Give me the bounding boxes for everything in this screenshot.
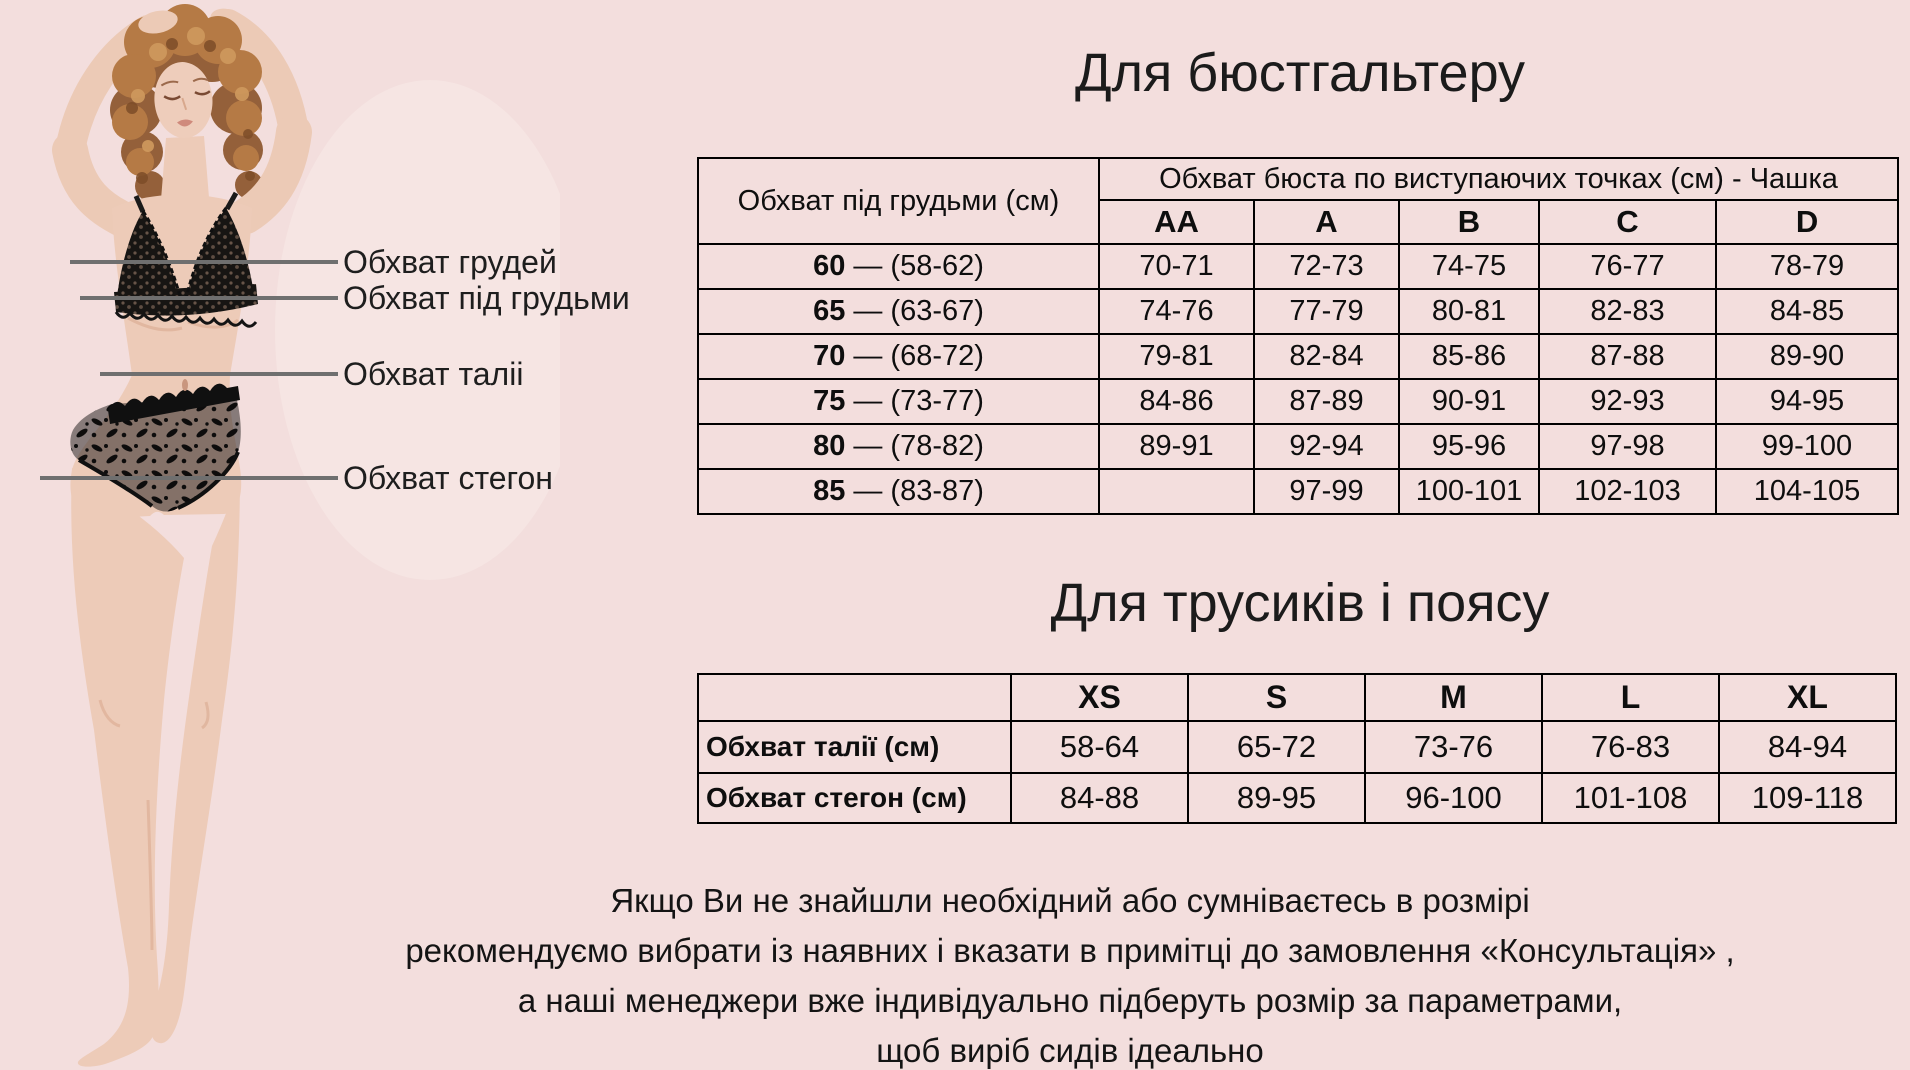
size-header-xs: XS bbox=[1011, 674, 1188, 721]
measure-line-hips bbox=[40, 476, 338, 480]
table-cell: 89-90 bbox=[1716, 334, 1898, 379]
photo-background-halo bbox=[275, 80, 560, 580]
cup-header-a: A bbox=[1254, 200, 1399, 244]
measure-label-bust: Обхват грудей bbox=[343, 244, 557, 280]
measure-label-waist: Обхват таліі bbox=[343, 356, 524, 392]
measure-line-bust bbox=[70, 260, 338, 264]
table-cell: 99-100 bbox=[1716, 424, 1898, 469]
table-cell: 97-98 bbox=[1539, 424, 1716, 469]
table-cell: 84-86 bbox=[1099, 379, 1254, 424]
table-cell: 80-81 bbox=[1399, 289, 1539, 334]
band-size-cell: 60 — (58-62) bbox=[698, 244, 1099, 289]
bust-group-header: Обхват бюста по виступаючих точках (см) - Чашка bbox=[1099, 158, 1898, 200]
footer-note-line: рекомендуємо вибрати із наявних і вказати в примітці до замовлення «Консультація» , bbox=[405, 932, 1735, 969]
bra-section-title: Для бюстгальтеру bbox=[1074, 43, 1526, 103]
cup-header-c: C bbox=[1539, 200, 1716, 244]
footer-note bbox=[190, 876, 1910, 1070]
cup-header-d: D bbox=[1716, 200, 1898, 244]
table-cell: 73-76 bbox=[1365, 721, 1542, 773]
table-row bbox=[698, 244, 1898, 289]
table-cell: 90-91 bbox=[1399, 379, 1539, 424]
footer-note-line: а наші менеджери вже індивідуально підберуть розмір за параметрами, bbox=[517, 982, 1623, 1019]
measure-label-underbust: Обхват під грудьми bbox=[343, 280, 630, 316]
table-cell: 79-81 bbox=[1099, 334, 1254, 379]
table-row bbox=[698, 334, 1898, 379]
bra-size-table bbox=[697, 157, 1899, 515]
cup-header-b: B bbox=[1399, 200, 1539, 244]
table-row bbox=[698, 469, 1898, 514]
table-cell: 82-83 bbox=[1539, 289, 1716, 334]
size-header-xl: XL bbox=[1719, 674, 1896, 721]
table-cell: 87-89 bbox=[1254, 379, 1399, 424]
table-row bbox=[698, 773, 1896, 823]
measure-label-hips: Обхват стегон bbox=[343, 460, 553, 496]
table-cell: 94-95 bbox=[1716, 379, 1898, 424]
table-cell: 76-77 bbox=[1539, 244, 1716, 289]
table-cell: 77-79 bbox=[1254, 289, 1399, 334]
table-cell: 101-108 bbox=[1542, 773, 1719, 823]
underbust-column-header: Обхват під грудьми (см) bbox=[698, 158, 1099, 244]
table-cell: 84-88 bbox=[1011, 773, 1188, 823]
table-cell: 100-101 bbox=[1399, 469, 1539, 514]
table-cell: 72-73 bbox=[1254, 244, 1399, 289]
table-cell: 109-118 bbox=[1719, 773, 1896, 823]
table-cell: 74-76 bbox=[1099, 289, 1254, 334]
size-header-s: S bbox=[1188, 674, 1365, 721]
table-cell: 96-100 bbox=[1365, 773, 1542, 823]
table-cell: 87-88 bbox=[1539, 334, 1716, 379]
table-cell: 74-75 bbox=[1399, 244, 1539, 289]
table-cell: 70-71 bbox=[1099, 244, 1254, 289]
footer-note-line: щоб виріб сидів ідеально bbox=[876, 1032, 1264, 1069]
table-cell: 58-64 bbox=[1011, 721, 1188, 773]
band-size-cell: 80 — (78-82) bbox=[698, 424, 1099, 469]
table-cell: 92-94 bbox=[1254, 424, 1399, 469]
table-cell: 84-94 bbox=[1719, 721, 1896, 773]
waist-row-label: Обхват талії (см) bbox=[698, 721, 1011, 773]
table-cell: 102-103 bbox=[1539, 469, 1716, 514]
table-cell: 92-93 bbox=[1539, 379, 1716, 424]
band-size-cell: 65 — (63-67) bbox=[698, 289, 1099, 334]
measure-line-underbust bbox=[80, 296, 338, 300]
table-row bbox=[698, 289, 1898, 334]
measure-line-waist bbox=[100, 372, 338, 376]
table-row bbox=[698, 158, 1898, 200]
table-cell: 89-95 bbox=[1188, 773, 1365, 823]
band-size-cell: 75 — (73-77) bbox=[698, 379, 1099, 424]
table-row bbox=[698, 674, 1896, 721]
table-cell: 65-72 bbox=[1188, 721, 1365, 773]
table-row bbox=[698, 379, 1898, 424]
table-cell: 82-84 bbox=[1254, 334, 1399, 379]
cup-header-aa: AA bbox=[1099, 200, 1254, 244]
table-cell: 84-85 bbox=[1716, 289, 1898, 334]
table-cell: 76-83 bbox=[1542, 721, 1719, 773]
hips-row-label: Обхват стегон (см) bbox=[698, 773, 1011, 823]
corner-cell bbox=[698, 674, 1011, 721]
table-row bbox=[698, 424, 1898, 469]
table-cell: 95-96 bbox=[1399, 424, 1539, 469]
band-size-cell: 70 — (68-72) bbox=[698, 334, 1099, 379]
band-size-cell: 85 — (83-87) bbox=[698, 469, 1099, 514]
table-cell: 89-91 bbox=[1099, 424, 1254, 469]
size-header-m: M bbox=[1365, 674, 1542, 721]
table-cell: 97-99 bbox=[1254, 469, 1399, 514]
table-row bbox=[698, 721, 1896, 773]
navel bbox=[182, 379, 188, 391]
table-cell: 104-105 bbox=[1716, 469, 1898, 514]
table-cell bbox=[1099, 469, 1254, 514]
size-header-l: L bbox=[1542, 674, 1719, 721]
footer-note-line: Якщо Ви не знайшли необхідний або сумніваєтесь в розмірі bbox=[610, 882, 1530, 919]
table-cell: 78-79 bbox=[1716, 244, 1898, 289]
panties-section-title: Для трусиків і поясу bbox=[1050, 573, 1550, 633]
panties-size-table bbox=[697, 673, 1897, 824]
table-cell: 85-86 bbox=[1399, 334, 1539, 379]
